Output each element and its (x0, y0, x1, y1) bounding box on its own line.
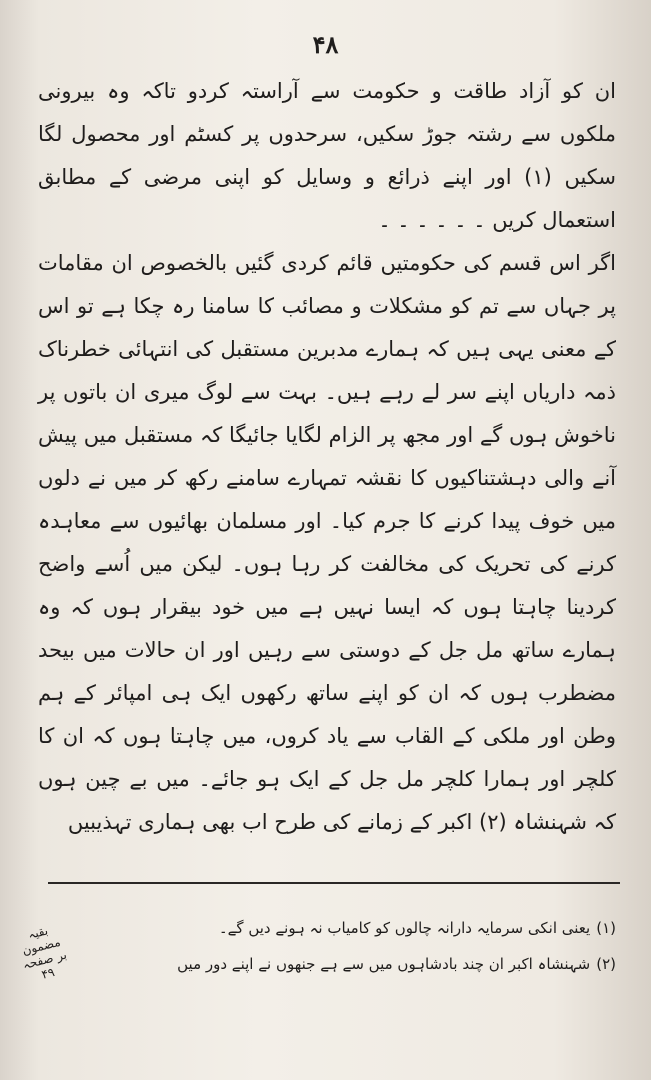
body-text (38, 70, 616, 844)
footnote-marker: (۱) (596, 919, 616, 937)
footnote (40, 946, 616, 982)
footnote-text: یعنی انکی سرمایہ دارانہ چالوں کو کامیاب نہ ہونے دیں گے۔ (218, 919, 591, 937)
footnote (40, 910, 616, 946)
page-number: ۴۸ (312, 30, 339, 59)
paragraph: اگر اس قسم کی حکومتیں قائم کردی گئیں بالخصوص ان مقامات پر جہاں سے تم کو مشکلات و مصائب کا سامنا رہ چکا ہے تو اس کے معنی یہی ہیں کہ ہمارے مدبرین مستقبل کی انتہائی خطرناک ذمہ داریاں اپنے سر لے رہے ہیں۔ بہت سے لوگ میری ان باتوں پر ناخوش ہوں گے اور مجھ پر الزام لگایا جائیگا کہ مستقبل میں پیش آنے والی دہشتناکیوں کا نقشہ تمہارے سامنے رکھ کر میں نے دلوں میں خوف پیدا کرنے کا جرم کیا۔ اور مسلمان بھائیوں سے معاہدہ کرنے کی تحریک کی مخالفت کر رہا ہوں۔ لیکن میں اُسے واضح کردینا چاہتا ہوں کہ ایسا نہیں ہے میں خود بیقرار ہوں کہ وہ ہمارے ساتھ مل جل کے دوستی سے رہیں اور ان حالات میں بیحد مضطرب ہوں کہ ان کو اپنے ساتھ رکھوں ایک ہی امپائر کے ہم وطن اور ملکی کے القاب سے یاد کروں، میں چاہتا ہوں کہ ان کا کلچر اور ہمارا کلچر مل جل کے ایک ہو جائے۔ میں بے چین ہوں کہ شہنشاہ (۲) اکبر کے زمانے کی طرح اب بھی ہماری تہذیبیں (38, 251, 616, 834)
footnotes (40, 910, 616, 982)
continuation-note: بقیہ مضمون بر صفحہ ۴۹ (20, 923, 69, 982)
footnote-text: شہنشاہ اکبر ان چند بادشاہوں میں سے ہے جنھوں نے اپنے دور میں (177, 955, 591, 973)
footnote-divider (48, 882, 620, 884)
paragraph: ان کو آزاد طاقت و حکومت سے آراستہ کردو تاکہ وہ بیرونی ملکوں سے رشتہ جوڑ سکیں، سرحدوں پر کسٹم اور محصول لگا سکیں (۱) اور اپنے ذرائع و وسایل کو اپنی مرضی کے مطابق استعمال کریں ۔ ۔ ۔ ۔ ۔ ۔ (38, 79, 616, 232)
footnote-marker: (۲) (596, 955, 616, 973)
